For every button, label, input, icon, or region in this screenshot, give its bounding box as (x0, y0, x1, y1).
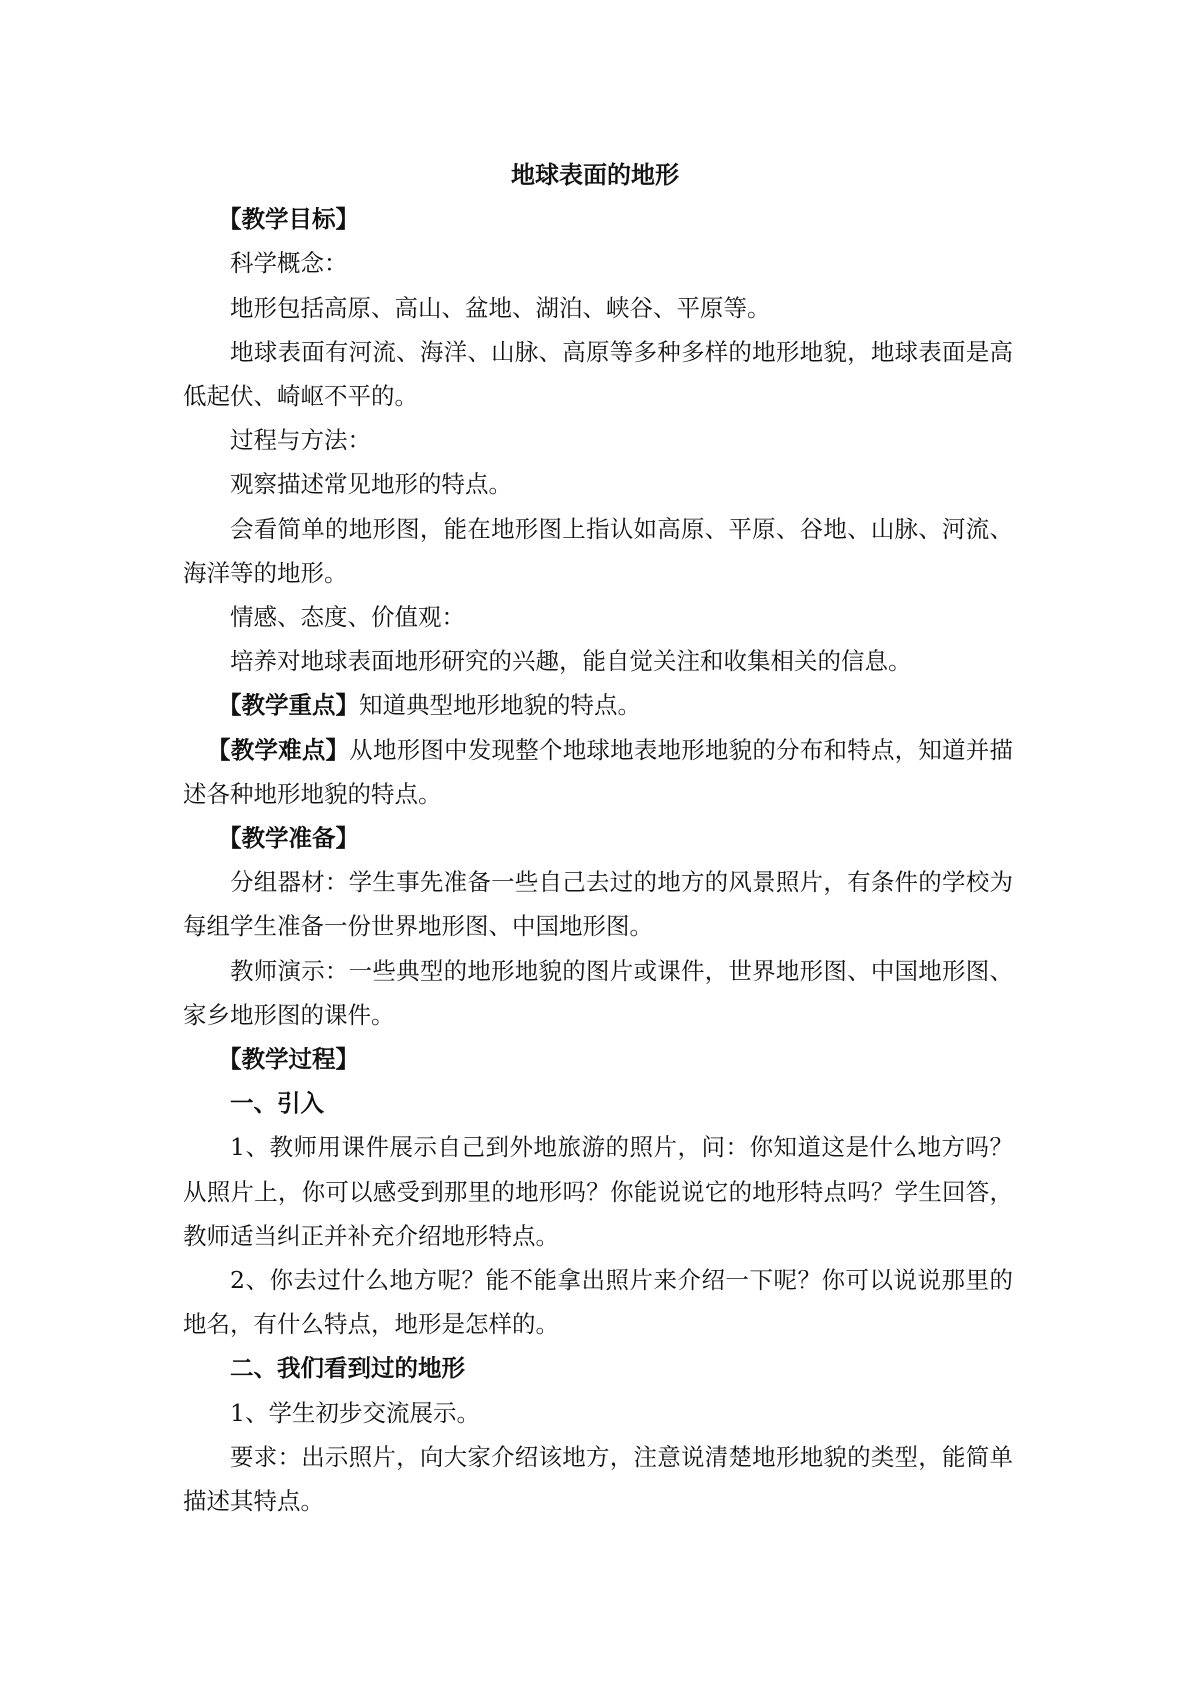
attitude-label: 情感、态度、价值观： (230, 603, 465, 632)
section-2-item-1: 1、学生初步交流展示。 (230, 1398, 480, 1427)
difficulty-text: 从地形图中发现整个地球地表地形地貌的分布和特点，知道并描述各种地形地貌的特点。 (183, 735, 1014, 808)
section-1-item-1: 1、教师用课件展示自己到外地旅游的照片，问：你知道这是什么地方吗？从照片上，你可以感受到那里的地形吗？你能说说它的地形特点吗？学生回答，教师适当纠正并补充介绍地形特点。 (183, 1133, 1013, 1250)
concept-label: 科学概念： (230, 249, 348, 278)
section-2-title: 二、我们看到过的地形 (230, 1354, 465, 1383)
concept-paragraph-1: 地形包括高原、高山、盆地、湖泊、峡谷、平原等。 (230, 293, 771, 322)
key-point-text: 知道典型地形地貌的特点。 (359, 691, 641, 720)
difficulty-label: 【教学难点】 (207, 735, 350, 764)
objectives-heading: 【教学目标】 (218, 205, 359, 234)
key-point-label: 【教学重点】 (218, 691, 359, 720)
preparation-heading: 【教学准备】 (218, 824, 359, 853)
document-body (183, 153, 1013, 1523)
document-title: 地球表面的地形 (511, 160, 679, 189)
difficulty-paragraph (183, 728, 1013, 816)
process-label: 过程与方法： (230, 426, 371, 455)
process-heading: 【教学过程】 (218, 1045, 359, 1074)
section-1-title: 一、引入 (230, 1089, 324, 1118)
process-paragraph-2: 会看简单的地形图，能在地形图上指认如高原、平原、谷地、山脉、河流、海洋等的地形。 (183, 514, 1013, 587)
process-paragraph-1: 观察描述常见地形的特点。 (230, 470, 512, 499)
section-1-item-2: 2、你去过什么地方呢？能不能拿出照片来介绍一下呢？你可以说说那里的地名，有什么特点，地形是怎样的。 (183, 1266, 1013, 1339)
attitude-paragraph-1: 培养对地球表面地形研究的兴趣，能自觉关注和收集相关的信息。 (230, 647, 912, 676)
preparation-teacher: 教师演示：一些典型的地形地貌的图片或课件，世界地形图、中国地形图、家乡地形图的课件。 (183, 956, 1013, 1029)
section-2-requirement: 要求：出示照片，向大家介绍该地方，注意说清楚地形地貌的类型，能简单描述其特点。 (183, 1442, 1013, 1516)
preparation-group: 分组器材：学生事先准备一些自己去过的地方的风景照片，有条件的学校为每组学生准备一份世界地形图、中国地形图。 (183, 868, 1013, 941)
concept-paragraph-2: 地球表面有河流、海洋、山脉、高原等多种多样的地形地貌，地球表面是高低起伏、崎岖不平的。 (183, 337, 1013, 410)
key-point-paragraph (183, 683, 1013, 727)
